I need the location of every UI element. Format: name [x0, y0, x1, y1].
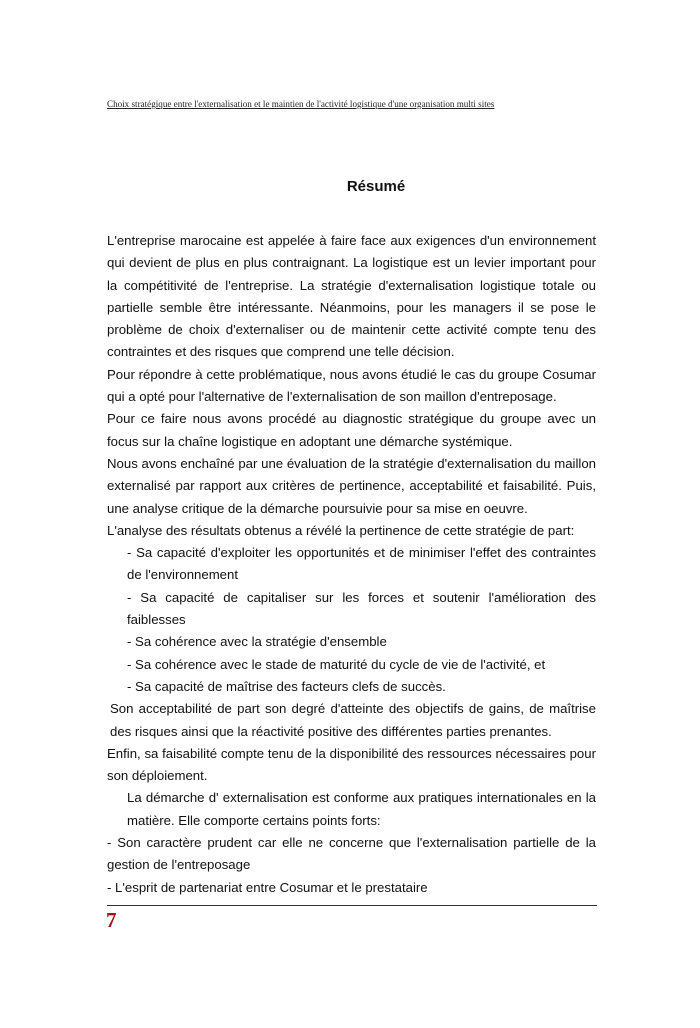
paragraph: Nous avons enchaîné par une évaluation de la stratégie d'externalisation du maillon externalisé par rapport aux critères de pertinence, acceptabilité et faisabilité. Puis, une analyse critique de la démarche poursuivie pour sa mise en oeuvre. [107, 455, 596, 516]
footer-rule [107, 905, 597, 906]
bullet-item: - Sa cohérence avec la stratégie d'ensemble [127, 634, 387, 650]
strength-item: - L'esprit de partenariat entre Cosumar et le prestataire [107, 879, 428, 895]
bullet-item: - Sa capacité de maîtrise des facteurs clefs de succès. [127, 678, 446, 694]
page-number: 7 [106, 908, 117, 932]
conclusion-paragraph: La démarche d' externalisation est conforme aux pratiques internationales en la matière. Elle comporte certains points forts: [127, 790, 596, 828]
paragraph: Pour ce faire nous avons procédé au diagnostic stratégique du groupe avec un focus sur la chaîne logistique en adoptant une démarche systémique. [107, 411, 596, 449]
paragraph: Son acceptabilité de part son degré d'atteinte des objectifs de gains, de maîtrise des risques ainsi que la réactivité positive des différentes parties prenantes. [110, 701, 596, 739]
paragraph: L'entreprise marocaine est appelée à faire face aux exigences d'un environnement qui devient de plus en plus contraignant. La logistique est un levier important pour la compétitivité de l'entreprise. La stratégie d'externalisation logistique totale ou partielle semble être intéressante. Néanmoins, pour les managers il se pose le problème de choix d'externaliser ou de maintenir cette activité compte tenu des contraintes et des risques que comprend une telle décision. [107, 233, 596, 360]
paragraph: Pour répondre à cette problématique, nous avons étudié le cas du groupe Cosumar qui a opté pour l'alternative de l'externalisation de son maillon d'entreposage. [107, 366, 596, 405]
strength-item: - Son caractère prudent car elle ne concerne que l'externalisation partielle de la gestion de l'entreposage [107, 835, 596, 873]
bullet-item: - Sa capacité de capitaliser sur les forces et soutenir l'amélioration des faiblesses [127, 589, 596, 628]
bullet-item: - Sa capacité d'exploiter les opportunités et de minimiser l'effet des contraintes de l'environnement [127, 545, 596, 583]
running-header: Choix stratégique entre l'externalisation et le maintien de l'activité logistique d'une organisation multi sites [107, 99, 495, 109]
paragraph: L'analyse des résultats obtenus a révélé la pertinence de cette stratégie de part: [107, 522, 575, 538]
page-title: Résumé [346, 178, 406, 195]
abstract-body [107, 230, 596, 899]
bullet-item: - Sa cohérence avec le stade de maturité du cycle de vie de l'activité, et [127, 656, 546, 672]
paragraph: Enfin, sa faisabilité compte tenu de la disponibilité des ressources nécessaires pour son déploiement. [107, 745, 596, 784]
